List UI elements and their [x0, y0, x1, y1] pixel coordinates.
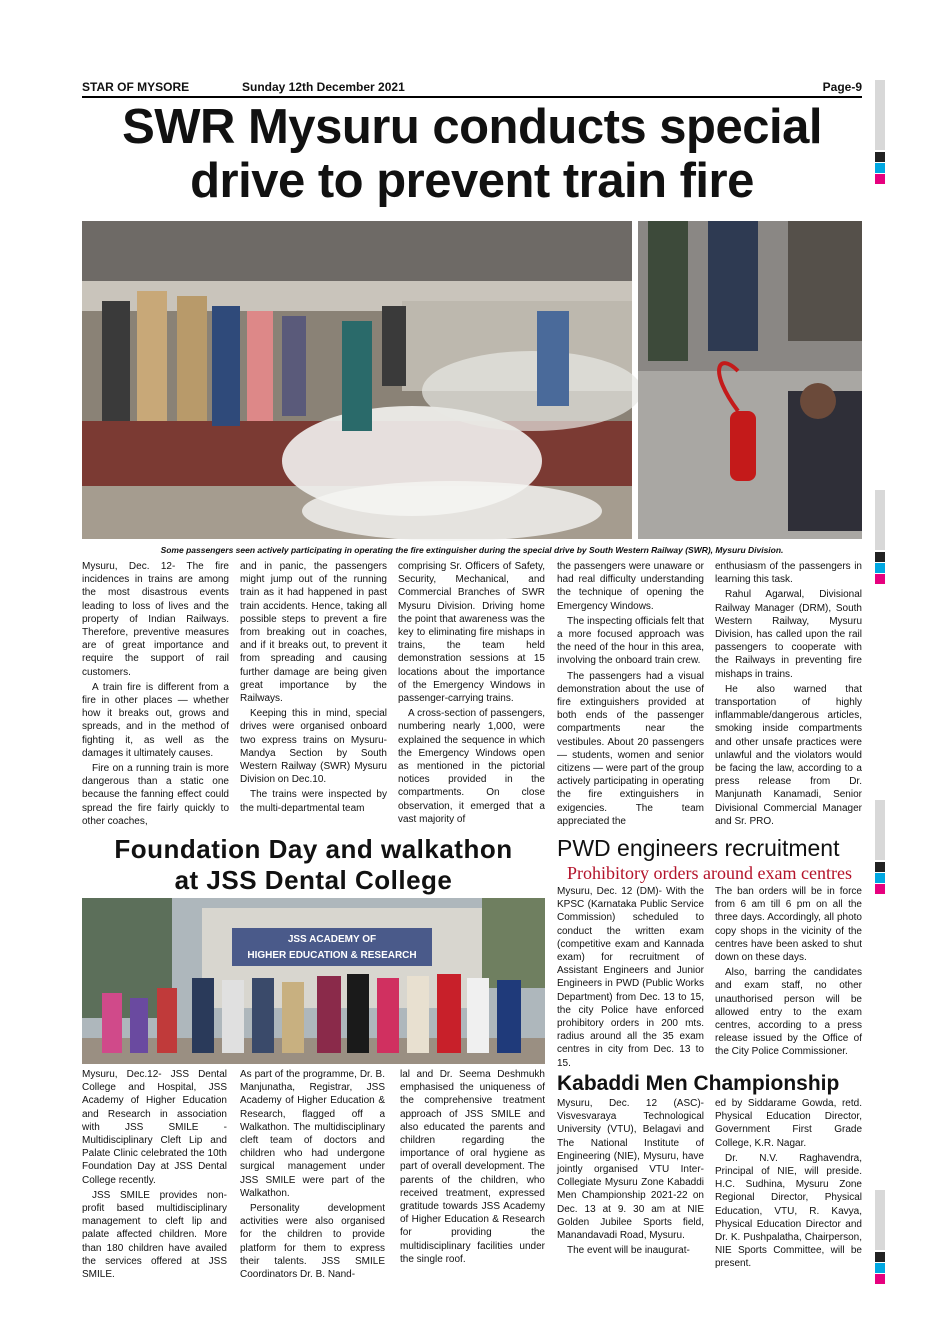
paragraph: Dr. N.V. Raghavendra, Principal of NIE, will preside. H.C. Sudhina, Mysuru Zone Regional Director, Physical Education, VTU, R. Kavya, Physical Education Director and Dr. K. Pushpalatha, Chairperson, NIE Sports Committee, will be present. — [715, 1152, 862, 1270]
registration-mark — [875, 873, 885, 883]
registration-mark — [875, 174, 885, 184]
paragraph: Fire on a running train is more dangerous than a static one because the fanning effect could spread the fire fairly quickly to other coaches, — [82, 763, 229, 827]
pwd-col-2 — [715, 885, 862, 1067]
paragraph: A train fire is different from a fire in other places — whether how it breaks out, grows and spreads, and in the method of fighting it, as well as the damages it ultimately causes. — [82, 681, 229, 759]
registration-mark — [875, 574, 885, 584]
paragraph: lal and Dr. Seema Deshmukh emphasised the uniqueness of the comprehensive treatment approach of JSS SMILE and also educated the parents and children regarding the importance of oral hygiene as part of overall development. The parents of the children, who received treatment, expressed gratitude towards JSS Academy of Higher Education & Research for providing the multidisciplinary facilities under the single roof. — [400, 1069, 545, 1265]
pwd-subhead: Prohibitory orders around exam centres — [567, 863, 852, 883]
lead-col-2 — [240, 560, 387, 828]
paragraph: The ban orders will be in force from 6 am till 6 pm on all the three days. Accordingly, all photo copy shops in the vicinity of the centres have been asked to shut down on these days. — [715, 886, 862, 964]
paragraph: The inspecting officials felt that a more focused approach was the need of the hour in this area, involving the onboard train crew. — [557, 615, 704, 667]
paragraph: Mysuru, Dec. 12- The fire incidences in trains are among the most disastrous events leading to loss of lives and the property of Indian Railways. Therefore, preventive measures are of great importance and require the support of rail customers. — [82, 561, 229, 678]
paragraph: and in panic, the passengers might jump out of the running train as it had happened in past train accidents. Hence, taking all possible steps to prevent a fire from breaking out in coaches, and if it breaks out, to prevent it from spreading and causing further damage are being given great importance by the Railways. — [240, 561, 387, 705]
paragraph: The passengers had a visual demonstration about the use of fire extinguishers provided at both ends of the passenger compartments near the vestibules. About 20 passengers — students, women and senior citizens — were part of the group actively participating in operating the fire extinguishers in exigencies. The team appreciated the — [557, 670, 704, 827]
page-number: Page-9 — [822, 80, 862, 94]
paragraph: JSS SMILE provides non-profit based multidisciplinary management to cleft lip and palate affected children. More than 180 children have availed the services offered at JSS SMILE. — [82, 1189, 227, 1281]
kabaddi-headline: Kabaddi Men Championship — [557, 1072, 840, 1095]
paragraph: The event will be inaugurat- — [567, 1245, 690, 1257]
paragraph: He also warned that transportation of highly inflammable/dangerous articles, smoking inside compartments and other unsafe practices were unlawful and the violators would be facing the law, according to a press release from Dr. Manjunath Kanamadi, Senior Divisional Commercial Manager and Sr. PRO. — [715, 683, 862, 827]
paragraph: enthusiasm of the passengers in learning this task. — [715, 561, 862, 586]
paragraph: Mysuru, Dec. 12 (ASC)- Visvesvaraya Technological University (VTU), Belagavi and The National Institute of Engineering (NIE), Mysuru, have jointly organised VTU Inter-Collegiate Mysuru Zone Kabaddi Men Championship 2021-22 on Dec. 13 at 9. 30 am at NIE Golden Jubilee Sports field, Manandavadi Road, Mysuru. — [557, 1098, 704, 1242]
paragraph: Keeping this in mind, special drives were organised onboard two express trains on Mysuru-Mandya Section by South Western Railway (SWR) Mysuru Division on Dec.10. — [240, 708, 387, 786]
lead-col-1 — [82, 560, 229, 828]
registration-mark — [875, 552, 885, 562]
jss-col-3 — [400, 1068, 545, 1268]
masthead — [82, 78, 862, 98]
lead-col-4 — [557, 560, 704, 828]
jss-headline-line1: Foundation Day and walkathon — [114, 834, 513, 864]
extinguisher-photo — [638, 221, 862, 539]
fire-drill-photo — [82, 221, 632, 539]
paragraph: comprising Sr. Officers of Safety, Security, Mechanical, and Commercial Branches of SWR Mysuru Division. Driving home the point that awareness was the key to eliminating fire mishaps in trains, the team held demonstration sessions at 15 locations about the importance of the Emergency Windows in passenger-carrying trains. — [398, 561, 545, 705]
paragraph: Personality development activities were also organised for the children to provide platform for them to express their talents. JSS SMILE Coordinators Dr. B. Nand- — [240, 1203, 385, 1281]
pwd-col-1 — [557, 885, 704, 1067]
pwd-headline: PWD engineers recruitment — [557, 835, 840, 861]
paragraph: As part of the programme, Dr. B. Manjunatha, Registrar, JSS Academy of Higher Education & Research, flagged off a Walkathon. The multidisciplinary cleft team of doctors and children who had undergone surgical management under JSS SMILE were part of the Walkathon. — [240, 1069, 385, 1199]
paragraph: Rahul Agarwal, Divisional Railway Manager (DRM), South Western Railway, Mysuru Division, has called upon the rail passengers to cooperate with the Railways in preventing fire mishaps in trains. — [715, 589, 862, 680]
jss-col-2 — [240, 1068, 385, 1281]
lead-headline-line2: drive to prevent train fire — [190, 154, 754, 208]
jss-sign-line1: JSS ACADEMY OF — [287, 934, 377, 945]
lead-headline — [82, 100, 862, 208]
lead-col-5 — [715, 560, 862, 828]
paragraph: Also, barring the candidates and exam staff, no other unauthorised person will be allowed entry to the exam centres, according to a press release issued by the Office of the City Police Commissioner. — [715, 967, 862, 1058]
paper-name: STAR OF MYSORE — [82, 80, 190, 94]
registration-bar — [875, 800, 885, 860]
pwd-header — [557, 834, 862, 884]
jss-sign-line2: HIGHER EDUCATION & RESEARCH — [247, 950, 417, 961]
extinguisher-illustration — [638, 221, 862, 539]
paragraph: the passengers were unaware or had real difficulty understanding the technique of opening the Emergency Windows. — [557, 561, 704, 612]
registration-bar — [875, 490, 885, 550]
paragraph: A cross-section of passengers, numbering nearly 1,000, were explained the sequence in which the Emergency Windows open as mentioned in the pictorial notices provided in the compartments. On close observation, it emerged that a vast majority of — [398, 708, 545, 825]
registration-bar — [875, 1190, 885, 1250]
registration-mark — [875, 163, 885, 173]
registration-mark — [875, 1252, 885, 1262]
kabaddi-col-2 — [715, 1097, 862, 1270]
registration-mark — [875, 884, 885, 894]
registration-mark — [875, 1263, 885, 1273]
paragraph: ed by Siddarame Gowda, retd. Physical Education Director, Government First Grade College, K.R. Nagar. — [715, 1098, 862, 1149]
registration-mark — [875, 862, 885, 872]
lead-photo-caption: Some passengers seen actively participating in operating the fire extinguisher during the special drive by South Western Railway (SWR), Mysuru Division. — [160, 545, 784, 555]
registration-mark — [875, 152, 885, 162]
jss-col-1 — [82, 1068, 227, 1281]
registration-bar — [875, 80, 885, 150]
paragraph: Mysuru, Dec. 12 (DM)- With the KPSC (Karnataka Public Service Commission) scheduled to conduct the written exam (competitive exam and Kannada exam) for recruitment of Assistant Engineers and Junior Engineers in PWD (Public Works Department) from Dec. 13 to 15, the city Police have enforced prohibitory orders in 200 mts. radius around all the 35 exam centres in city from Dec. 13 to 15. — [557, 886, 704, 1069]
kabaddi-col-1 — [557, 1097, 704, 1267]
fire-drill-illustration — [82, 221, 632, 539]
paragraph: Mysuru, Dec.12- JSS Dental College and Hospital, JSS Academy of Higher Education and Research in association with JSS SMILE - Multidisciplinary Cleft Lip and Palate Clinic celebrated the 10th Foundation Day at JSS Dental College recently. — [82, 1069, 227, 1186]
lead-col-3 — [398, 560, 545, 828]
registration-mark — [875, 1274, 885, 1284]
paragraph: The trains were inspected by the multi-departmental team — [240, 789, 387, 814]
jss-illustration — [82, 898, 545, 1064]
jss-group-photo — [82, 898, 545, 1064]
jss-headline — [82, 834, 545, 896]
registration-mark — [875, 563, 885, 573]
issue-date: Sunday 12th December 2021 — [242, 80, 405, 94]
jss-headline-line2: at JSS Dental College — [174, 865, 453, 895]
lead-headline-line1: SWR Mysuru conducts special — [122, 100, 822, 154]
